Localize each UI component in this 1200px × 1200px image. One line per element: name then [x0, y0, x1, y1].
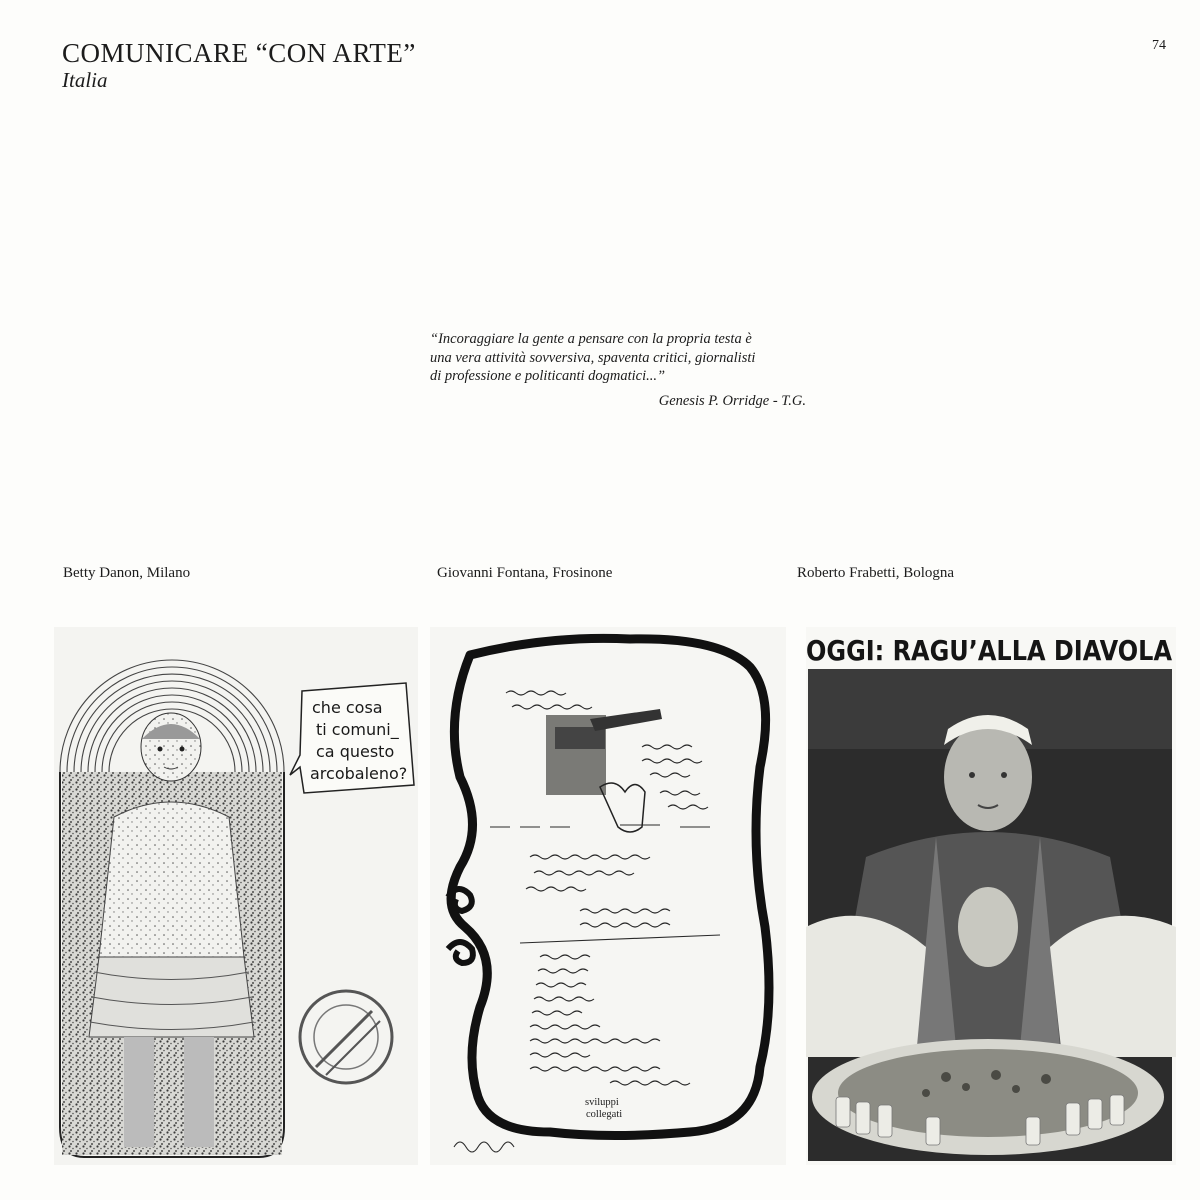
artwork-roberto-frabetti: [806, 627, 1176, 1165]
handwritten-notes-collage: [430, 627, 786, 1165]
quote-line: una vera attività sovversiva, spaventa critici, giornalisti: [430, 349, 756, 366]
page-header: [62, 38, 416, 92]
magazine-cover-collage: [806, 627, 1176, 1165]
caption-roberto-frabetti: Roberto Frabetti, Bologna: [797, 565, 955, 581]
caption-giovanni-fontana: Giovanni Fontana, Frosinone: [437, 565, 613, 581]
postal-stamp-icon: [300, 991, 392, 1083]
rainbow-child-collage: [54, 627, 418, 1165]
artwork-giovanni-fontana: [430, 627, 786, 1165]
speech-bubble-line: ti comuni_: [316, 720, 399, 739]
stamp-line: collegati: [586, 1109, 623, 1120]
speech-bubble-line: che cosa: [312, 698, 383, 717]
page-number: 74: [1152, 38, 1166, 53]
artwork-betty-danon: [54, 627, 418, 1165]
stamp-line: sviluppi: [585, 1097, 619, 1108]
epigraph-quote: [430, 330, 810, 410]
speech-bubble-line: arcobaleno?: [310, 764, 408, 783]
quote-author: Genesis P. Orridge - T.G.: [658, 392, 806, 409]
quote-line: “Incoraggiare la gente a pensare con la propria testa è: [430, 331, 752, 347]
speech-bubble-line: ca questo: [316, 742, 395, 761]
quote-text: [430, 330, 810, 386]
caption-betty-danon: Betty Danon, Milano: [63, 565, 191, 581]
quote-line: di professione e politicanti dogmatici...”: [430, 368, 666, 384]
magazine-headline: OGGI: RAGU’ALLA DIAVOLA: [806, 635, 1173, 667]
page-subtitle: Italia: [62, 68, 108, 92]
page-title: COMUNICARE “CON ARTE”: [62, 38, 416, 68]
